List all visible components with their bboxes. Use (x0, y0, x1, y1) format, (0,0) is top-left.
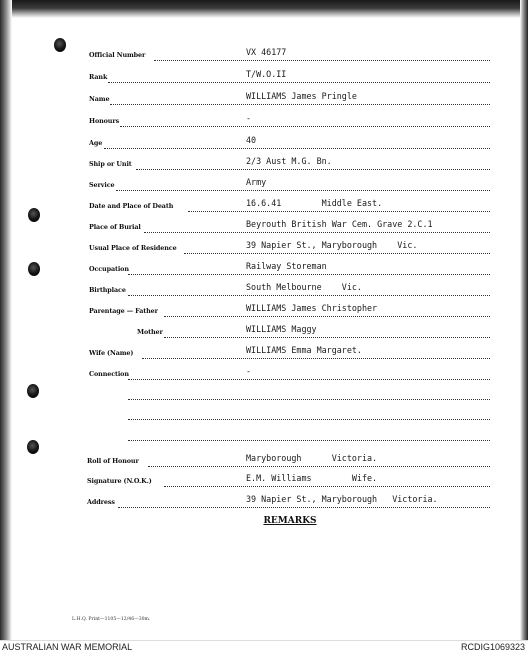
field-label: Wife (Name) (89, 349, 134, 357)
leader-dots (128, 295, 490, 296)
field-label: Place of Burial (89, 223, 141, 231)
field-value: 40 (246, 135, 257, 145)
field-value: - (246, 366, 252, 376)
field-usual-residence (0, 240, 528, 257)
field-label: Official Number (89, 51, 146, 59)
field-address (0, 494, 528, 511)
field-label: Age (89, 139, 103, 147)
punch-hole (27, 440, 39, 454)
leader-dots (154, 60, 490, 61)
field-label: Roll of Honour (87, 457, 139, 465)
leader-dots (164, 337, 490, 338)
leader-dots (164, 316, 490, 317)
field-value: T/W.O.II (246, 69, 287, 79)
field-wife (0, 345, 528, 362)
leader-dots (184, 253, 490, 254)
field-value: Army (246, 177, 267, 187)
field-connection (0, 366, 528, 383)
field-label: Address (87, 498, 115, 506)
field-label: Parentage — Father (89, 307, 158, 315)
field-label: Date and Place of Death (89, 202, 174, 210)
field-rank (0, 69, 528, 86)
field-occupation (0, 261, 528, 278)
field-signature (0, 473, 528, 490)
field-value: WILLIAMS Emma Margaret. (246, 345, 362, 355)
leader-dots (144, 232, 490, 233)
blank-line (128, 419, 490, 420)
field-label: Honours (89, 117, 120, 125)
leader-dots (120, 126, 490, 127)
print-note: L.H.Q. Print—1105—12/46—30m. (72, 617, 151, 622)
field-label: Name (89, 95, 110, 103)
footer-source: AUSTRALIAN WAR MEMORIAL (2, 642, 133, 652)
remarks-heading-text: REMARKS (263, 516, 317, 526)
field-value: WILLIAMS James Pringle (246, 91, 357, 101)
punch-hole (27, 384, 39, 398)
field-label: Ship or Unit (89, 160, 132, 168)
field-service (0, 177, 528, 194)
field-honours (0, 113, 528, 130)
remarks-heading (0, 516, 528, 526)
field-roll-of-honour (0, 453, 528, 470)
leader-dots (116, 190, 490, 191)
field-parentage-father (0, 303, 528, 320)
field-label: Mother (137, 328, 163, 336)
field-value: South Melbourne Vic. (246, 282, 362, 292)
leader-dots (142, 358, 490, 359)
field-label: Usual Place of Residence (89, 244, 177, 252)
field-ship-or-unit (0, 156, 528, 173)
blank-line (128, 399, 490, 400)
leader-dots (128, 379, 490, 380)
leader-dots (104, 148, 490, 149)
field-value: 16.6.41 Middle East. (246, 198, 383, 208)
field-label: Rank (89, 73, 108, 81)
field-birthplace (0, 282, 528, 299)
field-age (0, 135, 528, 152)
leader-dots (188, 211, 490, 212)
field-value: Beyrouth British War Cem. Grave 2.C.1 (246, 219, 433, 229)
scan-edge-top (0, 0, 528, 18)
field-value: VX 46177 (246, 47, 287, 57)
field-label: Occupation (89, 265, 129, 273)
field-label: Signature (N.O.K.) (87, 477, 152, 485)
field-parentage-mother (0, 324, 528, 341)
leader-dots (110, 104, 490, 105)
leader-dots (118, 507, 490, 508)
leader-dots (164, 486, 490, 487)
blank-line (128, 440, 490, 441)
field-place-of-burial (0, 219, 528, 236)
field-value: Maryborough Victoria. (246, 453, 378, 463)
field-value: 2/3 Aust M.G. Bn. (246, 156, 332, 166)
leader-dots (136, 169, 490, 170)
field-value: - (246, 113, 252, 123)
field-label: Service (89, 181, 115, 189)
leader-dots (148, 466, 490, 467)
field-label: Connection (89, 370, 129, 378)
field-official-number (0, 47, 528, 64)
field-date-place-death (0, 198, 528, 215)
field-value: WILLIAMS Maggy (246, 324, 317, 334)
field-value: E.M. Williams Wife. (246, 473, 378, 483)
field-value: 39 Napier St., Maryborough Victoria. (246, 494, 438, 504)
footer-record-id: RCDIG1069323 (460, 642, 525, 652)
field-name (0, 91, 528, 108)
footer-bar (0, 640, 528, 655)
field-value: WILLIAMS James Christopher (246, 303, 378, 313)
leader-dots (128, 274, 490, 275)
field-value: 39 Napier St., Maryborough Vic. (246, 240, 418, 250)
field-label: Birthplace (89, 286, 126, 294)
leader-dots (108, 82, 490, 83)
field-value: Railway Storeman (246, 261, 327, 271)
